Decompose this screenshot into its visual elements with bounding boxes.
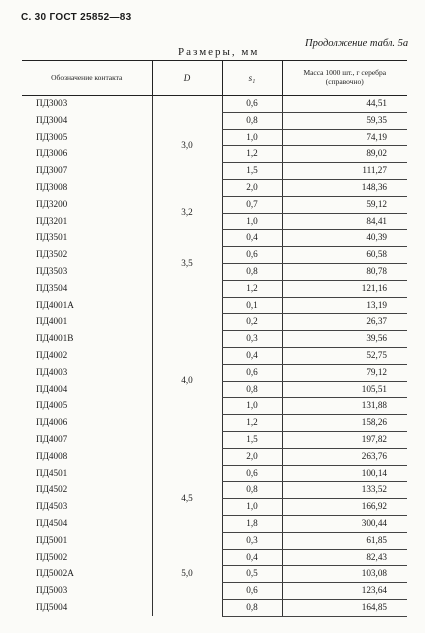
mass-cell: 158,26 [282, 415, 407, 432]
mass-cell: 103,08 [282, 566, 407, 583]
thickness-cell: 1,2 [222, 146, 282, 163]
diameter-cell: 3,0 [152, 96, 222, 197]
thickness-cell: 1,2 [222, 415, 282, 432]
diameter-cell: 3,2 [152, 196, 222, 230]
contact-designation: ПД3504 [36, 282, 68, 293]
contact-designation: ПД4004 [36, 383, 68, 394]
contact-designation: ПД4008 [36, 450, 68, 461]
mass-cell: 263,76 [282, 448, 407, 465]
table-row [22, 297, 407, 314]
mass-cell: 39,56 [282, 331, 407, 348]
mass-cell: 84,41 [282, 213, 407, 230]
thickness-cell: 1,0 [222, 398, 282, 415]
diameter-cell: 5,0 [152, 532, 222, 616]
thickness-cell: 1,5 [222, 163, 282, 180]
thickness-cell: 1,0 [222, 213, 282, 230]
col-header-s1: s₁ [222, 61, 282, 96]
diameter-cell: 4,0 [152, 297, 222, 465]
mass-cell: 59,12 [282, 196, 407, 213]
mass-cell: 123,64 [282, 583, 407, 600]
thickness-cell: 0,4 [222, 347, 282, 364]
thickness-cell: 0,6 [222, 583, 282, 600]
thickness-cell: 2,0 [222, 179, 282, 196]
contact-designation: ПД3503 [36, 265, 68, 276]
col-header-d: D [152, 61, 222, 96]
table-body [22, 96, 407, 617]
thickness-cell: 0,2 [222, 314, 282, 331]
thickness-cell: 0,8 [222, 482, 282, 499]
diameter-cell: 4,5 [152, 465, 222, 532]
contact-designation: ПД5004 [36, 601, 68, 612]
thickness-cell: 0,7 [222, 196, 282, 213]
contact-designation: ПД4002 [36, 349, 68, 360]
mass-cell: 26,37 [282, 314, 407, 331]
col-header-designation: Обозначение контакта [22, 61, 152, 96]
mass-cell: 59,35 [282, 112, 407, 129]
thickness-cell: 0,4 [222, 230, 282, 247]
thickness-cell: 0,8 [222, 599, 282, 616]
thickness-cell: 1,0 [222, 499, 282, 516]
thickness-cell: 2,0 [222, 448, 282, 465]
mass-cell: 121,16 [282, 280, 407, 297]
thickness-cell: 1,8 [222, 515, 282, 532]
mass-cell: 40,39 [282, 230, 407, 247]
mass-cell: 74,19 [282, 129, 407, 146]
contact-designation: ПД3006 [36, 148, 68, 159]
mass-cell: 79,12 [282, 364, 407, 381]
mass-cell: 131,88 [282, 398, 407, 415]
mass-cell: 61,85 [282, 532, 407, 549]
mass-cell: 44,51 [282, 96, 407, 113]
contact-designation: ПД3502 [36, 249, 68, 260]
mass-cell: 80,78 [282, 263, 407, 280]
contact-designation: ПД4006 [36, 417, 68, 428]
contact-designation: ПД5003 [36, 585, 68, 596]
mass-cell: 89,02 [282, 146, 407, 163]
thickness-cell: 1,2 [222, 280, 282, 297]
diameter-cell: 3,5 [152, 230, 222, 297]
contact-designation: ПД4003 [36, 366, 68, 377]
mass-cell: 105,51 [282, 381, 407, 398]
thickness-cell: 0,8 [222, 381, 282, 398]
contact-designation: ПД3200 [36, 198, 68, 209]
mass-cell: 111,27 [282, 163, 407, 180]
mass-cell: 148,36 [282, 179, 407, 196]
thickness-cell: 1,5 [222, 431, 282, 448]
mass-cell: 164,85 [282, 599, 407, 616]
table-header-row [22, 61, 407, 96]
table-row [22, 196, 407, 213]
mass-cell: 60,58 [282, 247, 407, 264]
thickness-cell: 0,8 [222, 112, 282, 129]
mass-cell: 197,82 [282, 431, 407, 448]
mass-cell: 82,43 [282, 549, 407, 566]
contact-designation: ПД3008 [36, 181, 68, 192]
mass-cell: 100,14 [282, 465, 407, 482]
contact-designation: ПД3201 [36, 215, 68, 226]
contact-designation: ПД4005 [36, 400, 68, 411]
contact-designation: ПД3005 [36, 131, 68, 142]
table-continuation-label: Продолжение табл. 5а [305, 38, 409, 49]
table-row [22, 532, 407, 549]
contact-designation: ПД4001В [36, 333, 74, 344]
mass-cell: 300,44 [282, 515, 407, 532]
contact-designation: ПД5002 [36, 551, 68, 562]
thickness-cell: 0,6 [222, 96, 282, 113]
contact-designation: ПД5001 [36, 534, 68, 545]
mass-cell: 52,75 [282, 347, 407, 364]
contact-designation: ПД3003 [36, 98, 68, 109]
thickness-cell: 0,6 [222, 247, 282, 264]
page-reference: С. 30 ГОСТ 25852—83 [21, 12, 132, 23]
contact-designation: ПД4001 [36, 316, 68, 327]
mass-cell: 166,92 [282, 499, 407, 516]
thickness-cell: 0,3 [222, 331, 282, 348]
mass-cell: 133,52 [282, 482, 407, 499]
contacts-table [22, 60, 407, 617]
thickness-cell: 0,1 [222, 297, 282, 314]
contact-designation: ПД5002А [36, 568, 74, 579]
contact-designation: ПД4502 [36, 484, 68, 495]
thickness-cell: 0,8 [222, 263, 282, 280]
thickness-cell: 0,6 [222, 465, 282, 482]
thickness-cell: 0,4 [222, 549, 282, 566]
table-row [22, 96, 407, 113]
contact-designation: ПД4501 [36, 467, 68, 478]
dimensions-title: Размеры, мм [178, 46, 260, 58]
mass-cell: 13,19 [282, 297, 407, 314]
table-row [22, 230, 407, 247]
table-row [22, 465, 407, 482]
col-header-mass: Масса 1000 шт., г серебра (справочно) [282, 61, 407, 96]
contact-designation: ПД3501 [36, 232, 68, 243]
thickness-cell: 1,0 [222, 129, 282, 146]
contact-designation: ПД4504 [36, 517, 68, 528]
thickness-cell: 0,6 [222, 364, 282, 381]
contact-designation: ПД3004 [36, 114, 68, 125]
contact-designation: ПД4007 [36, 433, 68, 444]
thickness-cell: 0,5 [222, 566, 282, 583]
contact-designation: ПД3007 [36, 165, 68, 176]
contact-designation: ПД4001А [36, 299, 74, 310]
contact-designation: ПД4503 [36, 501, 68, 512]
thickness-cell: 0,3 [222, 532, 282, 549]
